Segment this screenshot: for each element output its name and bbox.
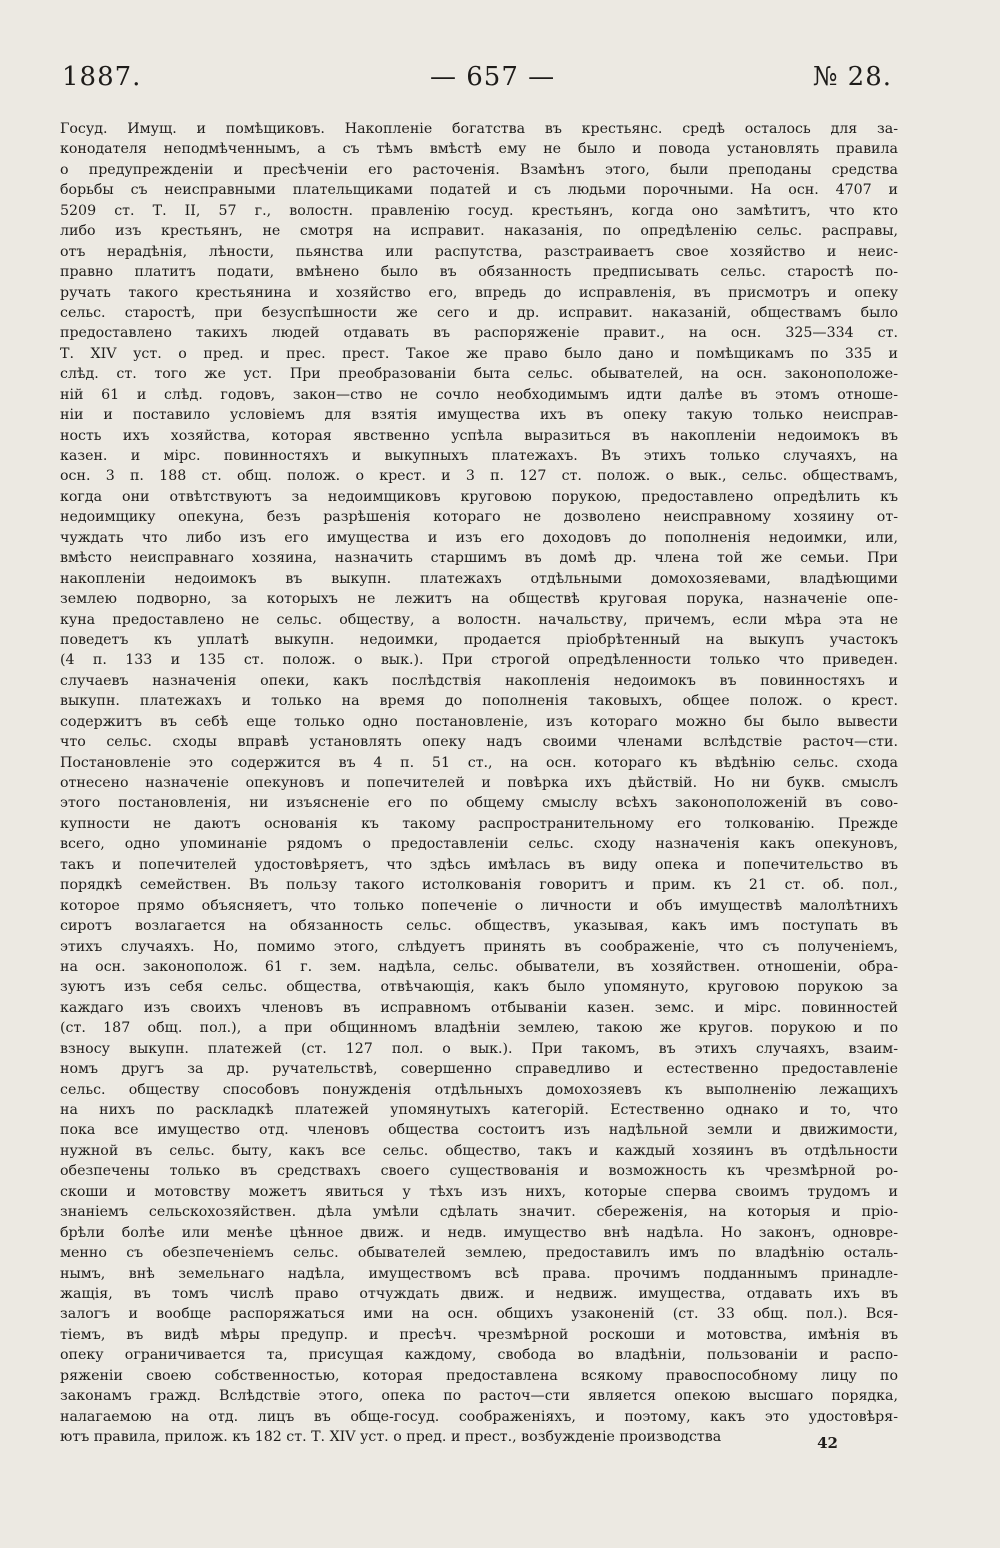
text-line: законамъ гражд. Вслѣдствіе этого, опека по расточ—сти является опекою высшаго порядка, — [60, 1388, 898, 1405]
text-line: залогъ и вообще распоряжаться ими на осн. общихъ узаконеній (ст. 33 общ. пол.). Вся- — [60, 1306, 898, 1323]
text-line: которое прямо объясняетъ, что только попеченіе о личности и объ имуществѣ малолѣтнихъ — [60, 897, 898, 914]
text-line: ность ихъ хозяйства, которая явственно успѣла выразиться въ накопленіи недоимокъ въ — [60, 427, 898, 444]
text-line: поведетъ къ уплатѣ выкупн. недоимки, продается пріобрѣтенный на выкупъ участокъ — [60, 631, 898, 648]
text-line: на осн. законополож. 61 г. зем. надѣла, сельс. обыватели, въ хозяйствен. отношеніи, обра- — [60, 958, 898, 975]
text-line: Госуд. Имущ. и помѣщиковъ. Накопленіе богатства въ крестьянс. средѣ осталось для за- — [60, 121, 898, 137]
text-line: осн. 3 п. 188 ст. общ. полож. о крест. и 3 п. 127 ст. полож. о вык., сельс. обществамъ, — [60, 468, 898, 485]
text-line: сиротъ возлагается на обязанность сельс. обществъ, указывая, какъ имъ поступать въ — [60, 918, 898, 935]
text-line: скоши и мотовству можетъ явиться у тѣхъ изъ нихъ, которые сперва своимъ трудомъ и — [60, 1183, 898, 1200]
text-line: недоимщику опекуна, безъ разрѣшенія котораго не дозволено неисправному хозяину от- — [60, 509, 898, 526]
text-line: купности не даютъ основанія къ такому распространительному его толкованію. Прежде — [60, 815, 898, 832]
text-line: всего, одно упоминаніе рядомъ о предоставленіи сельс. сходу назначенія какъ опекуновъ, — [60, 836, 898, 853]
text-line: когда они отвѣтствуютъ за недоимщиковъ круговою порукою, предоставлено опредѣлить къ — [60, 488, 898, 505]
text-line: землею подворно, за которыхъ не лежитъ на обществѣ круговая порука, назначеніе опе- — [60, 591, 898, 608]
text-line: содержитъ въ себѣ еще только одно постановленіе, изъ котораго можно бы было вывести — [60, 713, 898, 730]
text-line: тіемъ, въ видѣ мѣры предупр. и пресѣч. чрезмѣрной роскоши и мотовства, имѣнія въ — [60, 1326, 898, 1343]
text-line: отъ нерадѣнія, лѣности, пьянства или распутства, разстраиваетъ свое хозяйство и неис- — [60, 243, 898, 260]
header-page-number: — 657 — — [430, 62, 556, 92]
text-line: каждаго изъ своихъ членовъ въ исправномъ отбываніи казен. земс. и мірс. повинностей — [60, 999, 898, 1016]
text-line: о предупрежденіи и пресѣченіи его расточенія. Взамѣнъ этого, были преподаны средства — [60, 161, 898, 178]
text-line: Т. XIV уст. о пред. и прес. прест. Такое же право было дано и помѣщикамъ по 335 и — [60, 345, 898, 362]
text-line: предоставлено такихъ людей отдавать въ распоряженіе правит., на осн. 325—334 ст. — [60, 325, 898, 342]
text-line: либо изъ крестьянъ, не смотря на исправит. наказанія, по опредѣленію сельс. расправы, — [60, 223, 898, 240]
text-line: слѣд. ст. того же уст. При преобразованіи быта сельс. обывателей, на осн. законоположе- — [60, 366, 898, 383]
text-line: ніи и поставило условіемъ для взятія имущества ихъ въ опеку такую только неисправ- — [60, 407, 898, 424]
text-line: казен. и мірс. повинностяхъ и выкупныхъ платежахъ. Въ этихъ только случаяхъ, на — [60, 448, 898, 464]
text-line: налагаемою на отд. лицъ въ обще-госуд. соображеніяхъ, и поэтому, какъ это удостовѣря- — [60, 1408, 898, 1425]
text-line: знаніемъ сельскохозяйствен. дѣла умѣли сдѣлать значит. сбереженія, на которыя и пріо- — [60, 1204, 898, 1221]
text-line: этихъ случаяхъ. Но, помимо этого, слѣдуетъ принять въ соображеніе, что съ полученіемъ, — [60, 938, 898, 955]
text-line: менно съ обезпеченіемъ сельс. обывателей землею, предоставилъ имъ по владѣнію осталь- — [60, 1245, 898, 1262]
text-line: ютъ правила, прилож. къ 182 ст. Т. XIV уст. о пред. и прест., возбужденіе производства — [60, 1429, 722, 1445]
text-line: такъ и попечителей удостовѣряетъ, что здѣсь имѣлась въ виду опека и попечительство въ — [60, 856, 898, 873]
text-line: этого постановленія, ни изъясненіе его по общему смыслу всѣхъ законоположеній въ сово- — [60, 795, 898, 812]
text-line: зуютъ изъ себя сельс. общества, отвѣчающія, какъ было упомянуто, круговою порукою за — [60, 979, 898, 996]
text-line: опеку ограничивается та, присущая каждому, свобода во владѣніи, пользованіи и распо- — [60, 1347, 898, 1364]
text-line: взносу выкупн. платежей (ст. 127 пол. о вык.). При такомъ, въ этихъ случаяхъ, взаим- — [60, 1040, 898, 1057]
text-line: жащія, въ томъ числѣ право отчуждать движ. и недвиж. имущества, отдавать ихъ въ — [60, 1285, 898, 1302]
text-line: ній 61 и слѣд. годовъ, закон—ство не сочло необходимымъ идти далѣе въ этомъ отноше- — [60, 386, 898, 403]
body-text — [60, 119, 898, 1447]
text-line: 5209 ст. Т. II, 57 г., волостн. правленію госуд. крестьянъ, когда оно замѣтитъ, что кто — [60, 202, 898, 219]
text-line: (ст. 187 общ. пол.), а при общинномъ владѣніи землею, такою же кругов. порукою и по — [60, 1020, 898, 1037]
text-line: брѣли болѣе или менѣе цѣнное движ. и недв. имущество внѣ надѣла. Но законъ, одновре- — [60, 1224, 898, 1241]
text-line: нужной въ сельс. быту, какъ все сельс. общество, такъ и каждый хозяинъ въ отдѣльности — [60, 1142, 898, 1159]
text-line: случаевъ назначенія опеки, какъ послѣдствія накопленія недоимокъ въ повинностяхъ и — [60, 672, 898, 689]
text-line: конодателя неподмѣченнымъ, а съ тѣмъ вмѣстѣ ему не было и повода установлять правила — [60, 141, 898, 158]
text-line: накопленіи недоимокъ въ выкупн. платежахъ отдѣльными домохозяевами, владѣющими — [60, 570, 898, 587]
text-line: отнесено назначеніе опекуновъ и попечителей и повѣрка ихъ дѣйствій. Но ни букв. смыслъ — [60, 775, 898, 791]
text-line: номъ другъ за др. ручательствѣ, совершенно справедливо и естественно предоставленіе — [60, 1061, 898, 1078]
text-line: выкупн. платежахъ и только на время до пополненія таковыхъ, общее полож. о крест. — [60, 693, 898, 710]
text-line: на нихъ по раскладкѣ платежей упомянутыхъ категорій. Естественно однако и то, что — [60, 1102, 898, 1118]
text-line: сельс. обществу способовъ понужденія отдѣльныхъ домохозяевъ къ выполненію лежащихъ — [60, 1081, 898, 1098]
text-line: куна предоставлено не сельс. обществу, а волостн. начальству, причемъ, если мѣра эта не — [60, 611, 898, 628]
text-line: Постановленіе это содержится въ 4 п. 51 ст., на осн. котораго къ вѣдѣнію сельс. схода — [60, 754, 898, 771]
text-line: нымъ, внѣ земельнаго надѣла, имуществомъ всѣ права. прочимъ подданнымъ принадле- — [60, 1265, 898, 1282]
text-line: сельс. старостѣ, при безуспѣшности же сего и др. исправит. наказаній, обществамъ было — [60, 304, 898, 321]
text-line: ручать такого крестьянина и хозяйство его, впредь до исправленія, въ присмотръ и опеку — [60, 284, 898, 301]
text-line: обезпечены только въ средствахъ своего существованія и возможность къ чрезмѣрной ро- — [60, 1163, 898, 1180]
page-header — [62, 62, 892, 96]
text-line: ряженіи своею собственностью, которая предоставлена всякому правоспособному лицу по — [60, 1367, 898, 1384]
text-line: борьбы съ неисправными плательщиками податей и съ людьми порочными. На осн. 4707 и — [60, 182, 898, 199]
signature-mark: 42 — [817, 1434, 838, 1452]
text-line: чуждать что либо изъ его имущества и изъ его доходовъ до пополненія недоимки, или, — [60, 529, 898, 546]
header-issue-number: № 28. — [812, 62, 892, 92]
header-year: 1887. — [62, 62, 142, 92]
text-line: что сельс. сходы вправѣ установлять опеку надъ своими членами вслѣдствіе расточ—сти. — [60, 734, 898, 751]
text-line: (4 п. 133 и 135 ст. полож. о вык.). При строгой опредѣленности только что приведен. — [60, 652, 898, 669]
text-line: вмѣсто неисправнаго хозяина, назначить старшимъ въ домѣ др. члена той же семьи. При — [60, 550, 898, 567]
text-line: пока все имущество отд. членовъ общества состоитъ изъ надѣльной земли и движимости, — [60, 1122, 898, 1139]
text-line: порядкѣ семействен. Въ пользу такого истолкованія говоритъ и прим. къ 21 ст. об. пол., — [60, 877, 898, 894]
text-line: правно платитъ подати, вмѣнено было въ обязанность предписывать сельс. старостѣ по- — [60, 264, 898, 281]
